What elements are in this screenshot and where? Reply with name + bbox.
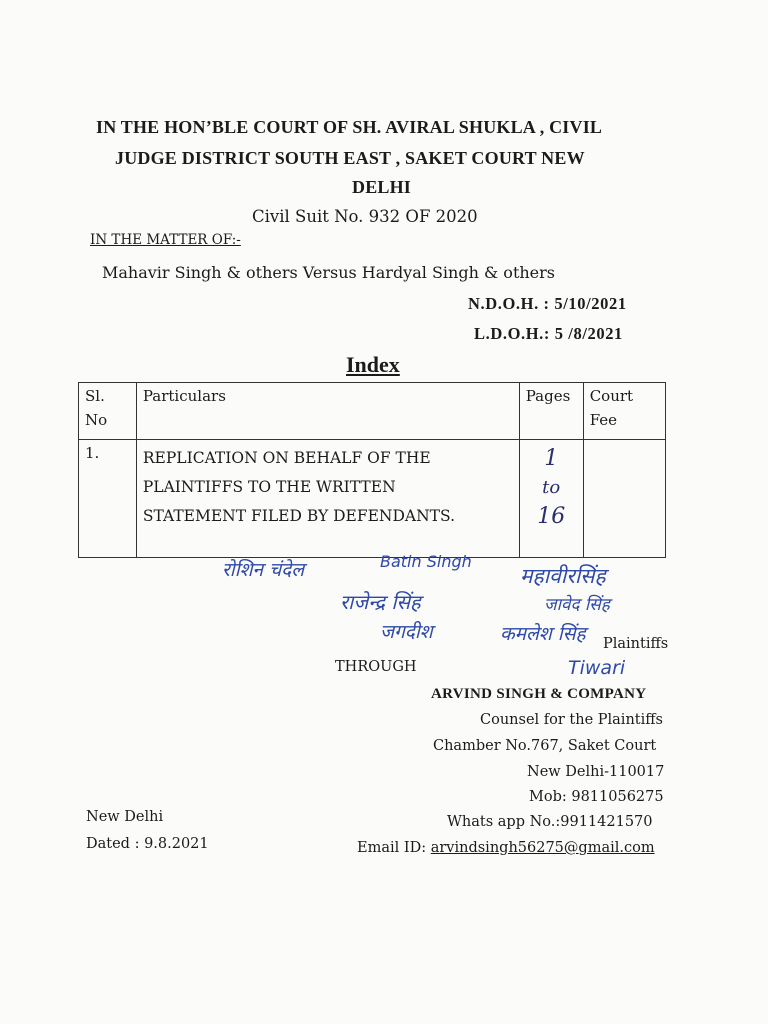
whatsapp-number: Whats app No.:9911421570 bbox=[447, 814, 653, 830]
signature-hindi-5: जगदीश bbox=[380, 621, 433, 643]
signature-hindi-4: जावेद सिंह bbox=[544, 595, 610, 615]
table-header-row bbox=[79, 383, 666, 440]
court-heading-line1: IN THE HON’BLE COURT OF SH. AVIRAL SHUKLA , CIVIL bbox=[96, 117, 603, 137]
city-pincode: New Delhi-110017 bbox=[527, 764, 665, 780]
index-title: Index bbox=[346, 352, 400, 377]
table-row bbox=[79, 440, 666, 558]
email-line bbox=[357, 840, 655, 856]
signature-hindi-1: रोशिन चंदेल bbox=[222, 559, 305, 581]
law-firm-name: ARVIND SINGH & COMPANY bbox=[431, 686, 647, 702]
court-fee-header: Court Fee bbox=[583, 383, 665, 440]
counsel-line: Counsel for the Plaintiffs bbox=[480, 712, 663, 728]
plaintiffs-label: Plaintiffs bbox=[603, 636, 669, 652]
email-label: Email ID: bbox=[357, 840, 431, 856]
row-court-fee bbox=[583, 440, 665, 558]
particulars-header: Particulars bbox=[136, 383, 519, 440]
court-heading-line2: JUDGE DISTRICT SOUTH EAST , SAKET COURT NEW bbox=[115, 148, 585, 168]
row-particulars: REPLICATION ON BEHALF OF THE PLAINTIFFS TO THE WRITTEN STATEMENT FILED BY DEFENDANTS. bbox=[136, 440, 519, 558]
last-date-of-hearing: L.D.O.H.: 5 /8/2021 bbox=[474, 324, 623, 343]
next-date-of-hearing: N.D.O.H. : 5/10/2021 bbox=[468, 294, 627, 313]
chamber-address: Chamber No.767, Saket Court bbox=[433, 738, 657, 754]
through-label: THROUGH bbox=[335, 659, 417, 675]
dated: Dated : 9.8.2021 bbox=[86, 836, 209, 852]
suit-number: Civil Suit No. 932 OF 2020 bbox=[252, 207, 478, 226]
signature-hindi-2: महावीरसिंह bbox=[520, 564, 606, 588]
parties: Mahavir Singh & others Versus Hardyal Singh & others bbox=[102, 263, 555, 282]
signature-hindi-6: कमलेश सिंह bbox=[500, 623, 586, 645]
matter-label: IN THE MATTER OF:- bbox=[90, 232, 241, 248]
row-pages: 1 to 16 bbox=[519, 440, 583, 558]
counsel-signature: Tiwari bbox=[568, 657, 626, 679]
place: New Delhi bbox=[86, 809, 164, 825]
signature-name-1: Batin Singh bbox=[380, 552, 472, 571]
row-sl: 1. bbox=[79, 440, 137, 558]
email-link[interactable]: arvindsingh56275@gmail.com bbox=[430, 840, 655, 856]
signature-hindi-3: राजेन्द्र सिंह bbox=[340, 590, 421, 614]
sl-no-header: Sl. No bbox=[79, 383, 137, 440]
index-table bbox=[78, 382, 666, 558]
pages-header: Pages bbox=[519, 383, 583, 440]
mobile-number: Mob: 9811056275 bbox=[529, 789, 664, 805]
court-heading-line3: DELHI bbox=[352, 177, 412, 197]
